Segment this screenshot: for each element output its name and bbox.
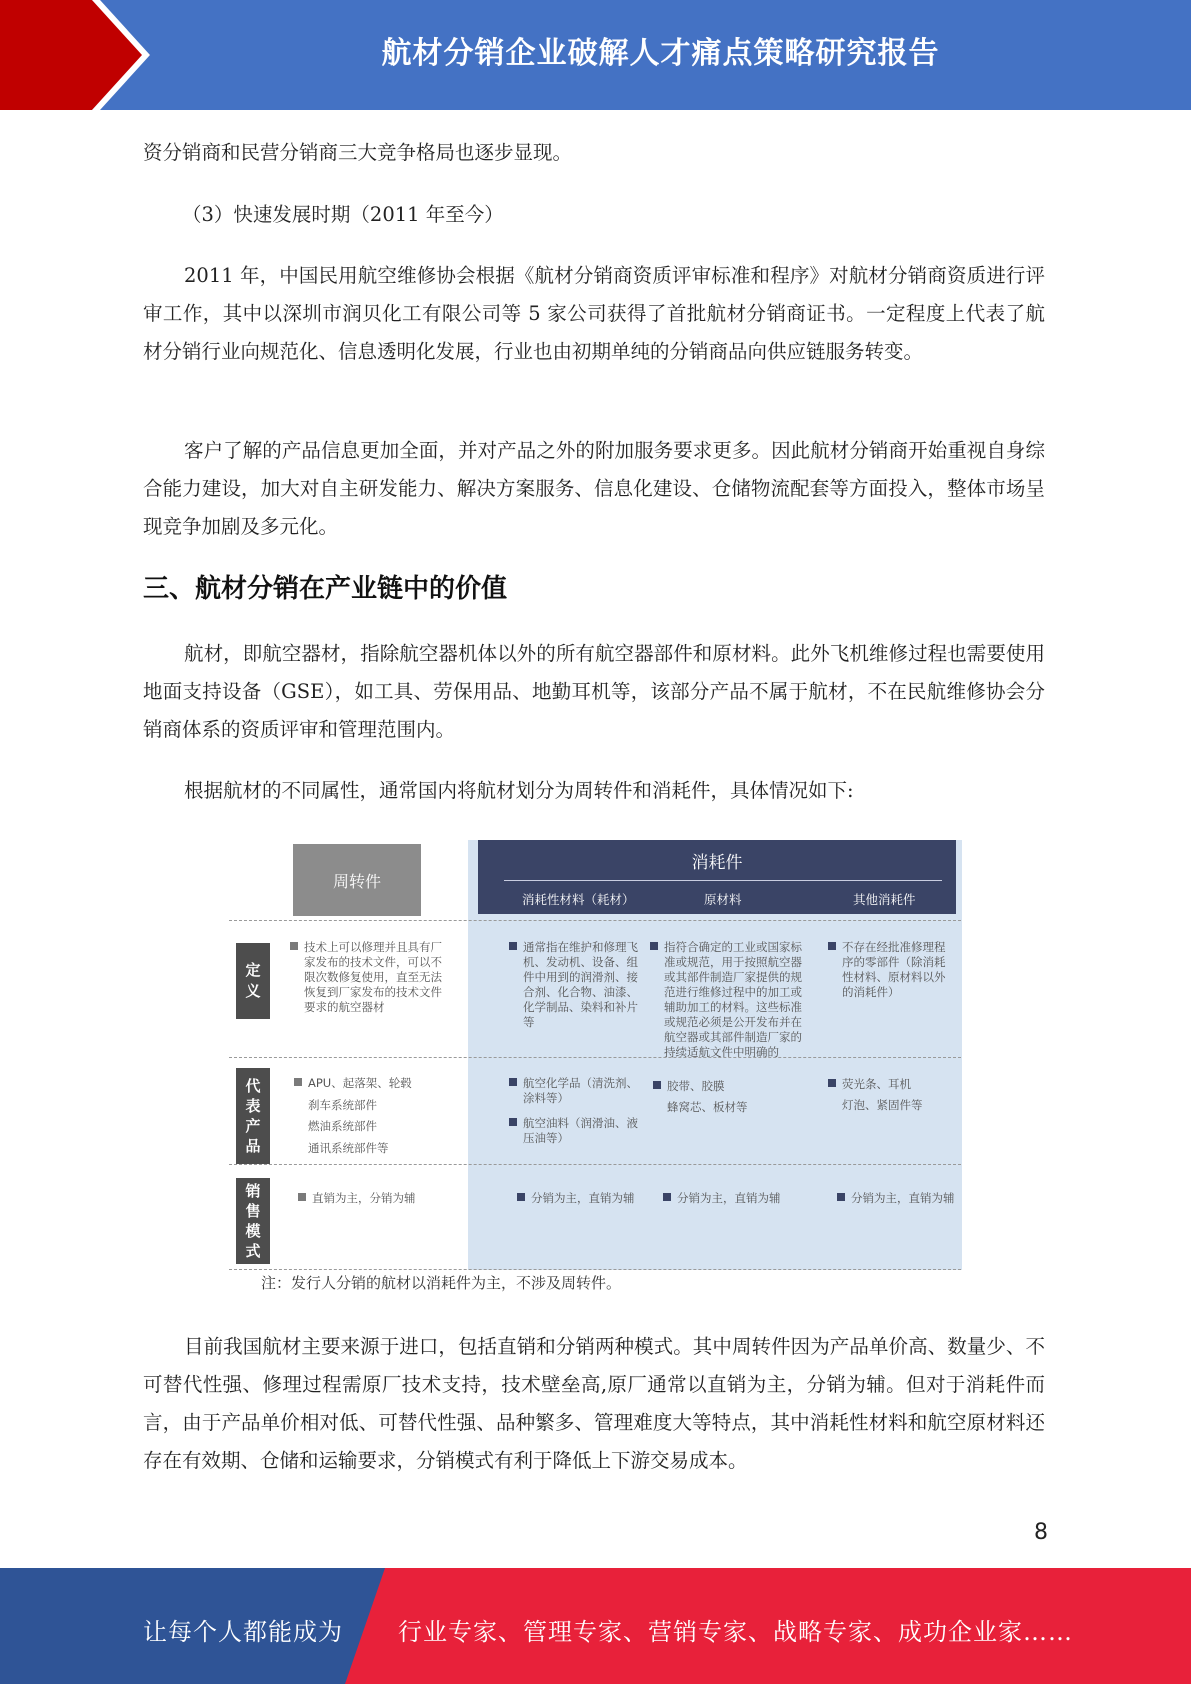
products-consumable-material: 航空化学品（清洗剂、涂料等） 航空油料（润滑油、液压油等） bbox=[509, 1076, 645, 1146]
bullet-icon bbox=[290, 942, 298, 950]
divider-line bbox=[229, 920, 961, 921]
consumable-header bbox=[478, 840, 956, 914]
products-rotable: APU、起落架、轮毂 刹车系统部件 燃油系统部件 通讯系统部件等 bbox=[294, 1073, 454, 1159]
def-raw-material: 指符合确定的工业或国家标准或规范，用于按照航空器或其部件制造厂家提供的规范进行维修过程中的加工或辅助加工的材料。这些标准或规范必须是公开发布并在航空器或其部件制造厂家的持续适航文件中明确的 bbox=[650, 940, 806, 1060]
row-label-definition: 定 义 bbox=[236, 943, 270, 1019]
bullet-icon bbox=[663, 1193, 671, 1201]
divider-line bbox=[229, 1269, 961, 1270]
row-label-sales: 销 售 模 式 bbox=[236, 1178, 270, 1264]
page-header bbox=[0, 0, 1191, 110]
def-other: 不存在经批准修理程序的零部件（除消耗性材料、原材料以外的消耗件） bbox=[828, 940, 958, 1000]
rotable-header: 周转件 bbox=[293, 844, 421, 916]
bullet-icon bbox=[509, 1118, 517, 1126]
classification-figure bbox=[229, 836, 967, 1292]
report-title: 航材分销企业破解人才痛点策略研究报告 bbox=[381, 36, 940, 71]
divider-line bbox=[229, 1164, 961, 1165]
sales-rotable: 直销为主，分销为辅 bbox=[298, 1191, 458, 1206]
bullet-icon bbox=[509, 1078, 517, 1086]
sales-other: 分销为主，直销为辅 bbox=[837, 1191, 967, 1206]
bullet-icon bbox=[828, 942, 836, 950]
page-footer bbox=[0, 1568, 1191, 1684]
paragraph-customer: 客户了解的产品信息更加全面，并对产品之外的附加服务要求更多。因此航材分销商开始重视自身综合能力建设，加大对自主研发能力、解决方案服务、信息化建设、仓储物流配套等方面投入，整体市场呈现竞争加剧及多元化。 bbox=[143, 439, 1045, 538]
row-label-products: 代 表 产 品 bbox=[236, 1068, 270, 1164]
divider-line bbox=[229, 1057, 961, 1058]
bullet-icon bbox=[298, 1193, 306, 1201]
page-number: 8 bbox=[1034, 1520, 1048, 1545]
figure-note: 注：发行人分销的航材以消耗件为主，不涉及周转件。 bbox=[261, 1274, 622, 1292]
consumable-divider bbox=[504, 880, 942, 881]
consumable-title: 消耗件 bbox=[691, 853, 743, 873]
paragraph-classification: 根据航材的不同属性，通常国内将航材划分为周转件和消耗件，具体情况如下: bbox=[184, 779, 854, 802]
paragraph-import-modes: 目前我国航材主要来源于进口，包括直销和分销两种模式。其中周转件因为产品单价高、数量少、不可替代性强、修理过程需原厂技术支持，技术壁垒高,原厂通常以直销为主，分销为辅。但对于消耗件而言，由于产品单价相对低、可替代性强、品种繁多、管理难度大等特点，其中消耗性材料和航空原材料还存在有效期、仓储和运输要求，分销模式有利于降低上下游交易成本。 bbox=[143, 1335, 1045, 1472]
header-chevron-icon bbox=[0, 0, 150, 110]
paragraph-definition: 航材，即航空器材，指除航空器机体以外的所有航空器部件和原材料。此外飞机维修过程也需要使用地面支持设备（GSE），如工具、劳保用品、地勤耳机等，该部分产品不属于航材，不在民航维修协会分销商体系的资质评审和管理范围内。 bbox=[143, 642, 1045, 741]
footer-slogan-right: 行业专家、管理专家、营销专家、战略专家、成功企业家…… bbox=[398, 1618, 1073, 1646]
def-consumable-material: 通常指在维护和修理飞机、发动机、设备、组件中用到的润滑剂、接合剂、化合物、油漆、化学制品、染料和补片等 bbox=[509, 940, 645, 1030]
subheading-period-3: （3）快速发展时期（2011 年至今） bbox=[182, 203, 504, 226]
subcol-consumable-material: 消耗性材料（耗材） bbox=[522, 892, 635, 907]
products-raw-material: 胶带、胶膜 蜂窝芯、板材等 bbox=[653, 1076, 793, 1118]
subcol-raw-material: 原材料 bbox=[704, 892, 742, 907]
bullet-icon bbox=[509, 942, 517, 950]
products-other: 荧光条、耳机 灯泡、紧固件等 bbox=[828, 1074, 958, 1116]
bullet-icon bbox=[653, 1081, 661, 1089]
bullet-icon bbox=[837, 1193, 845, 1201]
paragraph-continuation: 资分销商和民营分销商三大竞争格局也逐步显现。 bbox=[143, 141, 573, 164]
subcol-other: 其他消耗件 bbox=[853, 892, 916, 907]
bullet-icon bbox=[517, 1193, 525, 1201]
sales-raw-material: 分销为主，直销为辅 bbox=[663, 1191, 803, 1206]
sales-consumable-material: 分销为主，直销为辅 bbox=[517, 1191, 657, 1206]
bullet-icon bbox=[650, 942, 658, 950]
paragraph-2011: 2011 年，中国民用航空维修协会根据《航材分销商资质评审标准和程序》对航材分销商资质进行评审工作，其中以深圳市润贝化工有限公司等 5 家公司获得了首批航材分销商证书。一定程度上代表了航材分销行业向规范化、信息透明化发展，行业也由初期单纯的分销商品向供应链服务转变。 bbox=[143, 264, 1045, 363]
bullet-icon bbox=[294, 1078, 302, 1086]
def-rotable: 技术上可以修理并且具有厂家发布的技术文件，可以不限次数修复使用，直至无法恢复到厂家发布的技术文件要求的航空器材 bbox=[290, 940, 450, 1015]
bullet-icon bbox=[828, 1079, 836, 1087]
footer-slogan-left: 让每个人都能成为 bbox=[143, 1618, 343, 1646]
section-heading: 三、航材分销在产业链中的价值 bbox=[143, 574, 508, 604]
